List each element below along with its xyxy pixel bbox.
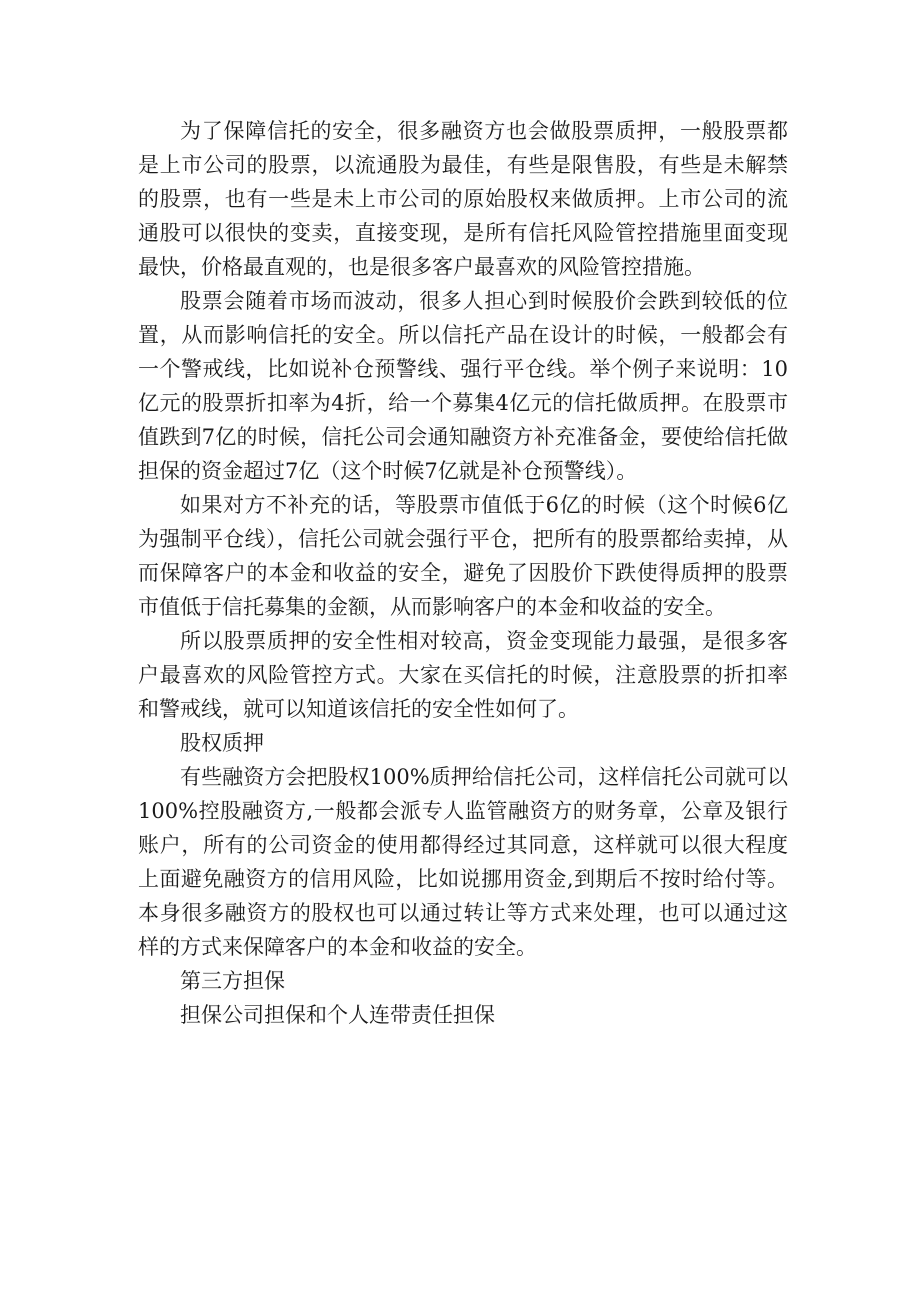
paragraph-stock-pledge-summary: 所以股票质押的安全性相对较高，资金变现能力最强，是很多客户最喜欢的风险管控方式。大家在买信托的时候，注意股票的折扣率和警戒线，就可以知道该信托的安全性如何了。 xyxy=(138,629,788,721)
heading-third-party-guarantee: 第三方担保 xyxy=(180,969,285,993)
paragraph-forced-liquidation: 如果对方不补充的话，等股票市值低于6亿的时候（这个时候6亿为强制平仓线），信托公司就会强行平仓，把所有的股票都给卖掉，从而保障客户的本金和收益的安全，避免了因股价下跌使得质押的股票市值低于信托募集的金额，从而影响客户的本金和收益的安全。 xyxy=(138,493,788,619)
subheading-guarantee-types: 担保公司担保和个人连带责任担保 xyxy=(180,1003,495,1027)
paragraph-stock-pledge-intro: 为了保障信托的安全，很多融资方也会做股票质押，一般股票都是上市公司的股票，以流通股为最佳，有些是限售股，有些是未解禁的股票，也有一些是未上市公司的原始股权来做质押。上市公司的流通股可以很快的变卖，直接变现，是所有信托风险管控措施里面变现最快，价格最直观的，也是很多客户最喜欢的风险管控措施。 xyxy=(138,119,788,279)
heading-equity-pledge: 股权质押 xyxy=(180,731,264,755)
paragraph-equity-pledge: 有些融资方会把股权100%质押给信托公司，这样信托公司就可以100%控股融资方,一般都会派专人监管融资方的财务章，公章及银行账户，所有的公司资金的使用都得经过其同意，这样就可以很大程度上面避免融资方的信用风险，比如说挪用资金,到期后不按时给付等。本身很多融资方的股权也可以通过转让等方式来处理，也可以通过这样的方式来保障客户的本金和收益的安全。 xyxy=(138,765,788,959)
document-page xyxy=(138,114,788,1032)
paragraph-warning-line: 股票会随着市场而波动，很多人担心到时候股价会跌到较低的位置，从而影响信托的安全。所以信托产品在设计的时候，一般都会有一个警戒线，比如说补仓预警线、强行平仓线。举个例子来说明：10亿元的股票折扣率为4折，给一个募集4亿元的信托做质押。在股票市值跌到7亿的时候，信托公司会通知融资方补充准备金，要使给信托做担保的资金超过7亿（这个时候7亿就是补仓预警线）。 xyxy=(138,289,788,483)
